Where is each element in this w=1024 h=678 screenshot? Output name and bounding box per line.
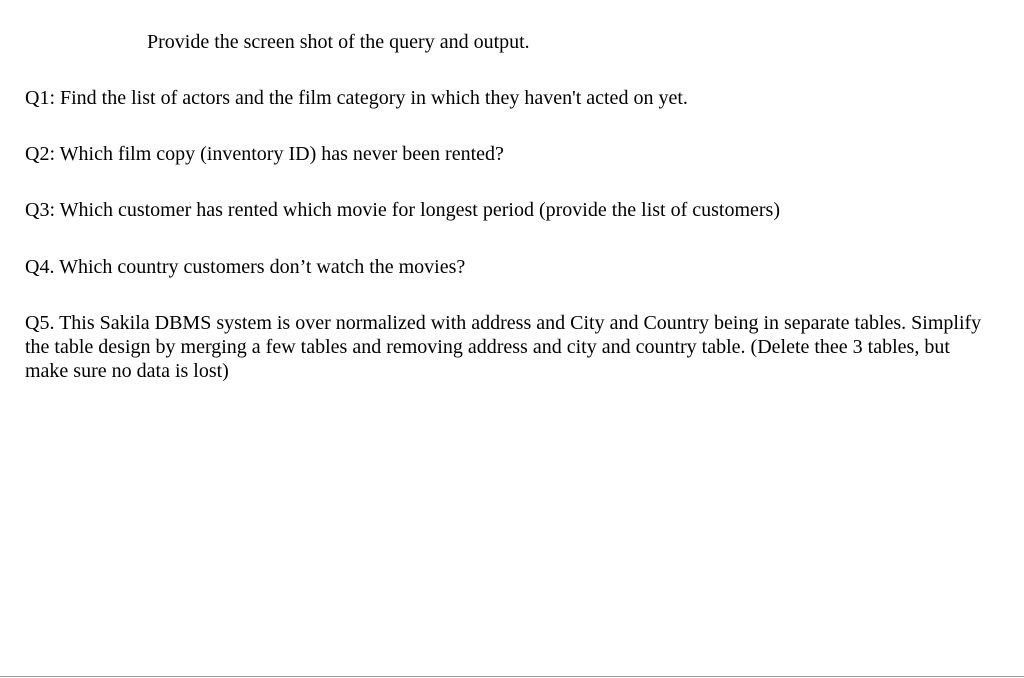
question-5 [25,311,1021,383]
question-4: Q4. Which country customers don’t watch the movies? [25,256,466,278]
question-1: Q1: Find the list of actors and the film category in which they haven't acted on yet. [25,87,688,109]
question-2: Q2: Which film copy (inventory ID) has never been rented? [25,143,504,165]
instruction-text: Provide the screen shot of the query and output. [147,31,530,53]
question-5-line-3: make sure no data is lost) [25,360,229,382]
bottom-divider [0,676,1024,677]
question-3: Q3: Which customer has rented which movie for longest period (provide the list of customers) [25,199,780,221]
question-5-line-1: Q5. This Sakila DBMS system is over normalized with address and City and Country being in separate tables. Simplify [25,312,982,334]
question-5-line-2: the table design by merging a few tables and removing address and city and country table. (Delete thee 3 tables, but [25,336,950,358]
